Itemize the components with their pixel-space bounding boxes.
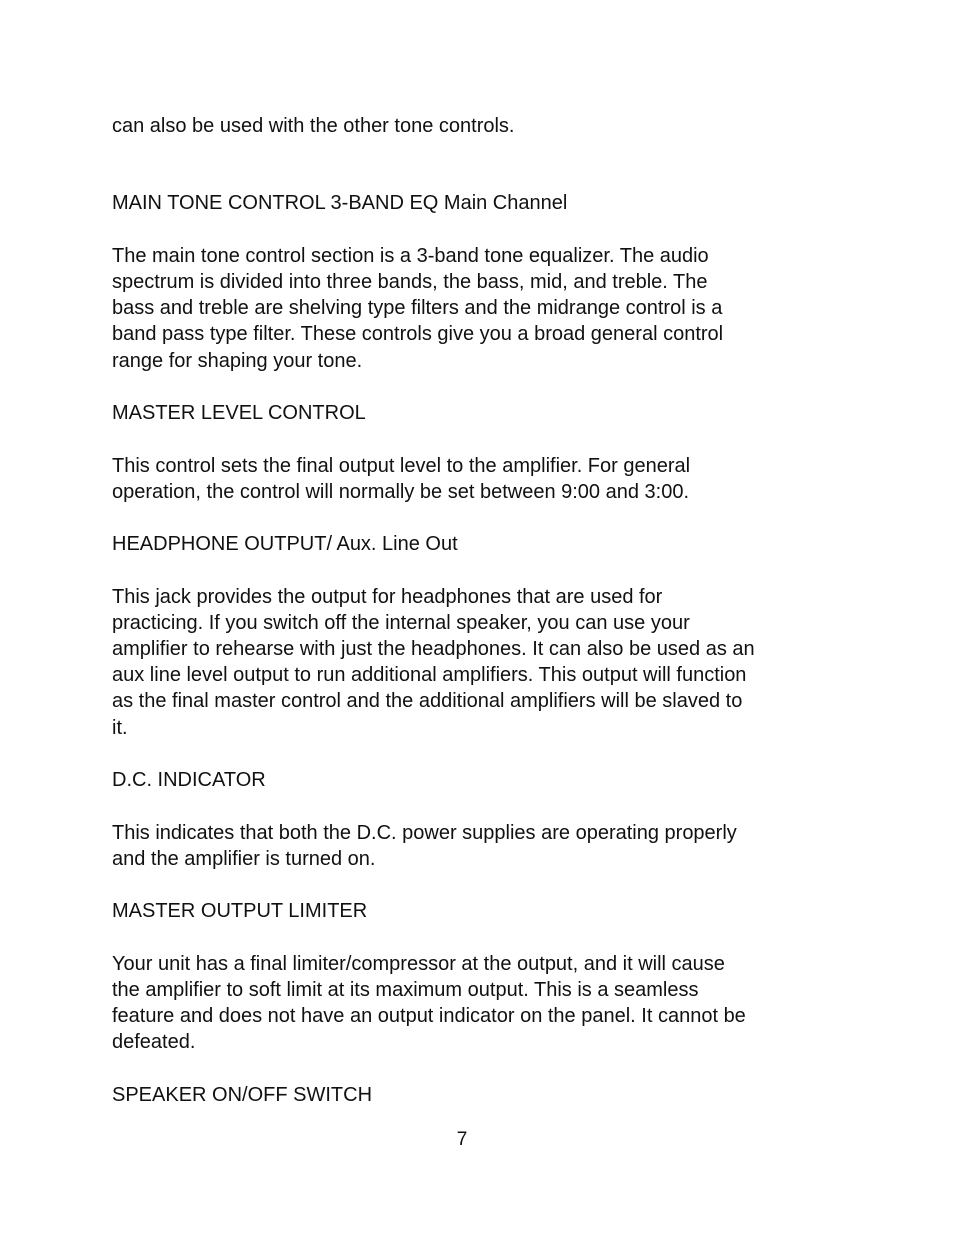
master-output-limiter-line-4: defeated. [112, 1031, 196, 1053]
dc-indicator-line-2: and the amplifier is turned on. [112, 848, 376, 870]
main-tone-control-line-3: bass and treble are shelving type filters and the midrange control is a [112, 297, 723, 319]
master-level-control-line-2: operation, the control will normally be set between 9:00 and 3:00. [112, 481, 690, 503]
dc-indicator-heading: D.C. INDICATOR [112, 769, 266, 791]
main-tone-control-line-4: band pass type filter. These controls give you a broad general control [112, 323, 724, 345]
headphone-output-line-4: aux line level output to run additional amplifiers. This output will function [112, 664, 747, 686]
headphone-output-line-6: it. [112, 717, 128, 739]
master-output-limiter-line-1: Your unit has a final limiter/compressor at the output, and it will cause [112, 953, 725, 975]
intro-line: can also be used with the other tone controls. [112, 115, 515, 137]
master-level-control-heading: MASTER LEVEL CONTROL [112, 402, 366, 424]
headphone-output-line-1: This jack provides the output for headphones that are used for [112, 586, 663, 608]
main-tone-control-line-1: The main tone control section is a 3-band tone equalizer. The audio [112, 245, 709, 267]
speaker-switch-heading: SPEAKER ON/OFF SWITCH [112, 1084, 373, 1106]
headphone-output-line-2: practicing. If you switch off the internal speaker, you can use your [112, 612, 690, 634]
headphone-output-line-5: as the final master control and the additional amplifiers will be slaved to [112, 690, 743, 712]
master-output-limiter-heading: MASTER OUTPUT LIMITER [112, 900, 368, 922]
main-tone-control-line-5: range for shaping your tone. [112, 350, 363, 372]
page-number: 7 [456, 1129, 468, 1150]
master-output-limiter-line-3: feature and does not have an output indicator on the panel. It cannot be [112, 1005, 746, 1027]
headphone-output-line-3: amplifier to rehearse with just the headphones. It can also be used as an [112, 638, 755, 660]
main-tone-control-heading: MAIN TONE CONTROL 3-BAND EQ Main Channel [112, 192, 568, 214]
master-level-control-line-1: This control sets the final output level to the amplifier. For general [112, 455, 691, 477]
dc-indicator-line-1: This indicates that both the D.C. power supplies are operating properly [112, 822, 737, 844]
master-output-limiter-line-2: the amplifier to soft limit at its maximum output. This is a seamless [112, 979, 699, 1001]
headphone-output-heading: HEADPHONE OUTPUT/ Aux. Line Out [112, 533, 458, 555]
main-tone-control-line-2: spectrum is divided into three bands, the bass, mid, and treble. The [112, 271, 708, 293]
